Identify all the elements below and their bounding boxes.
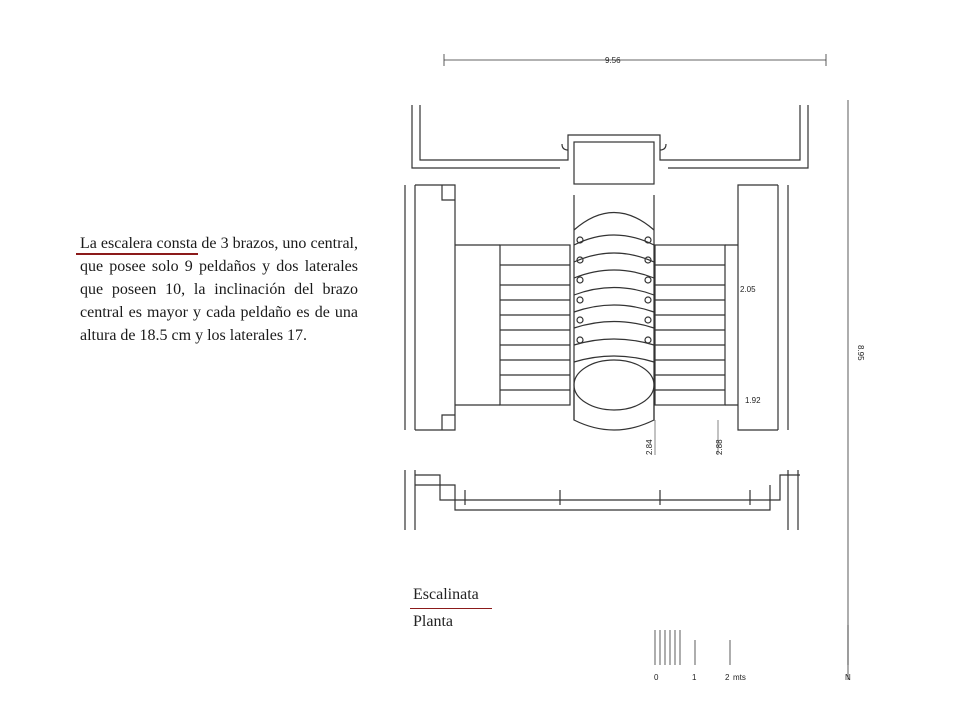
scale-label-zero: 0 bbox=[654, 673, 659, 682]
dim-label-mid-b: 1.92 bbox=[745, 396, 761, 405]
dim-label-vert-a: 2.84 bbox=[645, 439, 654, 455]
landing-block bbox=[574, 142, 654, 184]
description-paragraph: La escalera consta de 3 brazos, uno central, que posee solo 9 peldaños y dos laterales que poseen 10, la inclinación del brazo central es mayor y cada peldaño es de una altura de 18.5 cm y los laterales 17. bbox=[80, 235, 358, 344]
scale-label-two: 2 bbox=[725, 673, 730, 682]
caption-title: Escalinata bbox=[413, 586, 479, 603]
text-accent-underline bbox=[76, 253, 198, 255]
central-flight bbox=[574, 195, 654, 430]
caption-rule bbox=[410, 608, 492, 609]
central-landing-oval bbox=[574, 360, 654, 410]
scale-label-unit: mts bbox=[733, 673, 746, 682]
north-label: N bbox=[845, 673, 851, 682]
scale-label-one: 1 bbox=[692, 673, 697, 682]
dim-label-right: 8.95 bbox=[856, 345, 865, 361]
right-lateral-flight bbox=[655, 245, 725, 405]
lower-wall bbox=[405, 470, 415, 530]
upper-wall bbox=[420, 105, 800, 160]
dim-label-top: 9.56 bbox=[605, 56, 621, 65]
dim-label-mid-a: 2.05 bbox=[740, 285, 756, 294]
scale-bar bbox=[655, 625, 848, 665]
left-wall bbox=[405, 185, 415, 430]
caption-subtitle: Planta bbox=[413, 613, 453, 630]
right-wall bbox=[778, 185, 788, 430]
left-lateral-flight bbox=[500, 245, 570, 405]
dim-label-vert-b: 2.88 bbox=[715, 439, 724, 455]
